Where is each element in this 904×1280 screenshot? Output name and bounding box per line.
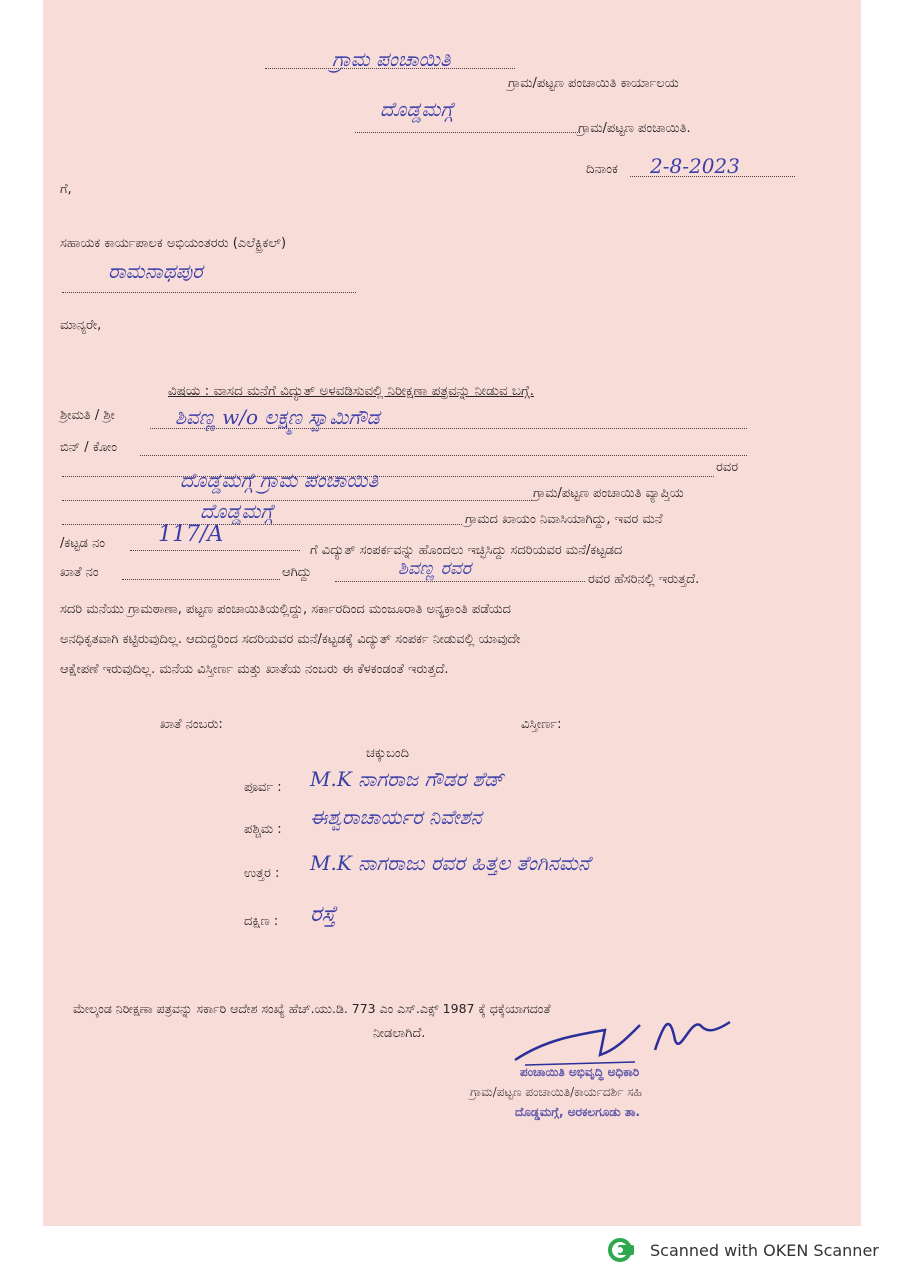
to-label: ಗೆ, <box>60 182 72 197</box>
subject-line: ವಿಷಯ : ವಾಸದ ಮನೆಗೆ ವಿದ್ಯುತ್ ಅಳವಡಿಸುವಲ್ಲಿ ನಿರೀಕ್ಷಣಾ ಪತ್ರವನ್ನು ನೀಡುವ ಬಗ್ಗೆ. <box>168 383 534 399</box>
addressee-place: ರಾಮನಾಥಪುರ <box>108 259 203 283</box>
north-label: ಉತ್ತರ : <box>244 866 280 881</box>
south-label: ದಕ್ಷಿಣ : <box>244 914 279 929</box>
bin-label: ಬಿನ್ / ಕೋಂ <box>60 440 117 455</box>
village-suffix: ಗ್ರಾಮ/ಪಟ್ಟಣ ಪಂಚಾಯಿತಿ ವ್ಯಾಪ್ತಿಯ <box>533 486 684 501</box>
dotted-line <box>62 524 462 525</box>
west-label: ಪಶ್ಚಿಮ : <box>244 822 282 837</box>
paragraph-line-2: ಅನಧಿಕೃತವಾಗಿ ಕಟ್ಟಿರುವುದಿಲ್ಲ. ಆದುದ್ದರಿಂದ ಸದರಿಯವರ ಮನೆ/ಕಟ್ಟಡಕ್ಕೆ ವಿದ್ಯುತ್ ಸಂಪರ್ಕ ನೀಡುವಲ್ಲಿ ಯಾವುದೇ <box>60 632 521 647</box>
dotted-line <box>62 292 356 293</box>
addressee-designation: ಸಹಾಯಕ ಕಾರ್ಯಪಾಲಕ ಅಭಿಯಂತರರು (ಎಲೆಕ್ಟ್ರಿಕಲ್) <box>60 236 287 251</box>
date-value: 2-8-2023 <box>650 154 740 178</box>
east-value: M.K ನಾಗರಾಜ ಗೌಡರ ಶೆಡ್ <box>310 767 504 791</box>
building-text: ಗೆ ವಿದ್ಯುತ್ ಸಂಪರ್ಕವನ್ನು ಹೊಂದಲು ಇಚ್ಛಿಸಿದ್ದು ಸದರಿಯವರ ಮನೆ/ಕಟ್ಟಡದ <box>310 543 623 558</box>
stamp-line-3: ದೊಡ್ಡಮಗ್ಗೆ, ಅರಕಲಗೂಡು ತಾ. <box>515 1105 641 1119</box>
khata-label: ಖಾತೆ ನಂ <box>60 565 99 580</box>
closing-line-1: ಮೇಲ್ಕಂಡ ನಿರೀಕ್ಷಣಾ ಪತ್ರವನ್ನು ಸರ್ಕಾರಿ ಆದೇಶ ಸಂಖ್ಯೆ ಹೆಚ್.ಯು.ಡಿ. 773 ಎಂ ಎಸ್.ಎಕ್ಸ್ 1987 ಕ್ಕೆ ಧಕ್ಕೆಯಾಗದಂತೆ <box>73 1001 551 1016</box>
north-value: M.K ನಾಗರಾಜು ರವರ ಹಿತ್ತಲ ತೆಂಗಿನಮನೆ <box>310 851 590 875</box>
south-value: ರಸ್ತೆ <box>310 902 337 927</box>
header-office-label: ಗ್ರಾಮ/ಪಟ್ಟಣ ಪಂಚಾಯಿತಿ ಕಾರ್ಯಾಲಯ <box>508 76 679 91</box>
khata-numbers-label: ಖಾತೆ ನಂಬರು: <box>160 717 223 732</box>
dotted-line <box>140 455 747 456</box>
grama-value: ದೊಡ್ಡಮಗ್ಗೆ <box>200 499 274 523</box>
owner-suffix: ರವರ ಹೆಸರಿನಲ್ಲಿ ಇರುತ್ತದೆ. <box>588 572 700 587</box>
east-label: ಪೂರ್ವ : <box>244 780 282 795</box>
ravara-label: ರವರ <box>716 460 739 475</box>
dotted-line <box>335 581 585 582</box>
building-number: 117/A <box>158 522 224 547</box>
name-label: ಶ್ರೀಮತಿ / ಶ್ರೀ <box>60 408 115 423</box>
resident-text: ಗ್ರಾಮದ ಖಾಯಂ ನಿವಾಸಿಯಾಗಿದ್ದು, ಇವರ ಮನೆ <box>465 512 663 527</box>
dotted-line <box>62 500 532 501</box>
header-panchayat-handwritten: ಗ್ರಾಮ ಪಂಚಾಯಿತಿ <box>332 47 451 71</box>
paragraph-line-3: ಆಕ್ಷೇಪಣೆ ಇರುವುದಿಲ್ಲ. ಮನೆಯ ವಿಸ್ತೀರ್ಣ ಮತ್ತು ಖಾತೆಯ ನಂಬರು ಈ ಕೆಳಕಂಡಂತೆ ಇರುತ್ತದೆ. <box>60 662 449 677</box>
header-village-handwritten: ದೊಡ್ಡಮಗ್ಗೆ <box>380 97 454 121</box>
boundaries-title: ಚಕ್ಕುಬಂದಿ <box>366 746 410 761</box>
dotted-line <box>355 132 580 133</box>
date-label: ದಿನಾಂಕ <box>586 162 618 177</box>
closing-line-2: ನೀಡಲಾಗಿದೆ. <box>373 1026 426 1041</box>
dotted-line <box>122 579 280 580</box>
paragraph-line-1: ಸದರಿ ಮನೆಯು ಗ್ರಾಮಠಾಣಾ, ಪಟ್ಟಣ ಪಂಚಾಯಿತಿಯಲ್ಲಿದ್ದು, ಸರ್ಕಾರದಿಂದ ಮಂಜೂರಾತಿ ಅನ್ಯಕ್ರಾಂತಿ ಪಡೆಯದ <box>60 602 511 617</box>
dotted-line <box>130 550 300 551</box>
scanner-watermark: Scanned with OKEN Scanner <box>650 1241 879 1260</box>
owner-value: ಶಿವಣ್ಣ ರವರ <box>398 558 472 579</box>
header-panchayat-label: ಗ್ರಾಮ/ಪಟ್ಟಣ ಪಂಚಾಯಿತಿ. <box>578 121 691 136</box>
area-label: ವಿಸ್ತೀರ್ಣ: <box>521 717 562 732</box>
village-value: ದೊಡ್ಡಮಗ್ಗೆ ಗ್ರಾಮ ಪಂಚಾಯಿತಿ <box>180 468 379 492</box>
applicant-name: ಶಿವಣ್ಣ w/o ಲಕ್ಷ್ಮಣ ಸ್ವಾಮಿಗೌಡ <box>175 405 380 429</box>
oken-scanner-logo-icon <box>608 1238 638 1262</box>
salutation: ಮಾನ್ಯರೇ, <box>60 318 102 333</box>
stamp-line-1: ಪಂಚಾಯಿತಿ ಅಭಿವೃದ್ಧಿ ಅಧಿಕಾರಿ <box>520 1065 640 1079</box>
building-label: /ಕಟ್ಟಡ ನಂ <box>60 536 106 551</box>
agiddu-label: ಆಗಿದ್ದು <box>282 565 312 580</box>
west-value: ಈಶ್ವರಾಚಾರ್ಯರ ನಿವೇಶನ <box>310 805 482 829</box>
stamp-line-2: ಗ್ರಾಮ/ಪಟ್ಟಣ ಪಂಚಾಯಿತಿ/ಕಾರ್ಯದರ್ಶಿ ಸಹಿ <box>470 1085 642 1099</box>
dotted-line <box>62 476 714 477</box>
